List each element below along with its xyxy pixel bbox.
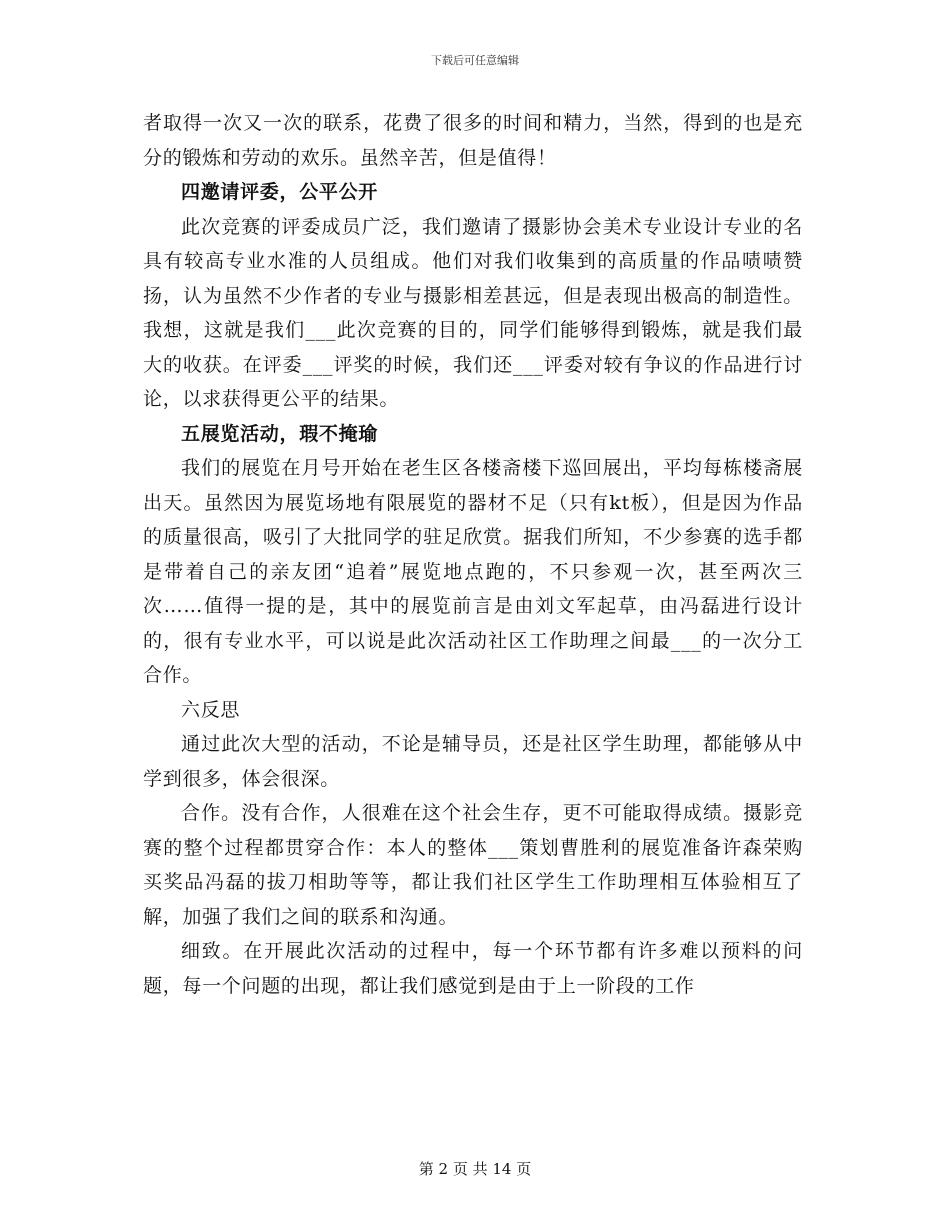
paragraph-judges: 此次竞赛的评委成员广泛，我们邀请了摄影协会美术专业设计专业的名具有较高专业水准的人员组成。他们对我们收集到的高质量的作品啧啧赞扬，认为虽然不少作者的专业与摄影相差甚远，但是表现出极高的制造性。我想，这就是我们___此次竞赛的目的，同学们能够得到锻炼，就是我们最大的收获。在评委___评奖的时候，我们还___评委对较有争议的作品进行讨论，以求获得更公平的结果。 <box>143 215 803 410</box>
paragraph-exhibition: 我们的展览在月号开始在老生区各楼斋楼下巡回展出，平均每栋楼斋展出天。虽然因为展览场地有限展览的器材不足（只有kt板），但是因为作品的质量很高，吸引了大批同学的驻足欣赏。据我们所知，不少参赛的选手都是带着自己的亲友团“追着”展览地点跑的，不只参观一次，甚至两次三次……值得一提的是，其中的展览前言是由刘文军起草，由冯磊进行设计的，很有专业水平，可以说是此次活动社区工作助理之间最___的一次分工合作。 <box>143 457 803 686</box>
page-number-footer: 第 2 页 共 14 页 <box>418 1160 532 1178</box>
paragraph-reflection-intro: 通过此次大型的活动，不论是辅导员，还是社区学生助理，都能够从中学到很多，体会很深。 <box>143 733 803 790</box>
paragraph-cooperation: 合作。没有合作，人很难在这个社会生存，更不可能取得成绩。摄影竞赛的整个过程都贯穿合作：本人的整体___策划曹胜利的展览准备许森荣购买奖品冯磊的拔刀相助等等，都让我们社区学生工作助理相互体验相互了解，加强了我们之间的联系和沟通。 <box>143 802 803 928</box>
section-heading-reflection: 六反思 <box>181 698 241 721</box>
section-heading-exhibition: 五展览活动，瑕不掩瑜 <box>181 422 379 445</box>
paragraph-continued: 者取得一次又一次的联系，花费了很多的时间和精力，当然，得到的也是充分的锻炼和劳动的欢乐。虽然辛苦，但是值得！ <box>143 112 803 169</box>
section-heading-invite-judges: 四邀请评委，公平公开 <box>181 181 379 203</box>
document-body <box>143 106 803 1003</box>
paragraph-detail: 细致。在开展此次活动的过程中，每一个环节都有许多难以预料的问题，每一个问题的出现，都让我们感觉到是由于上一阶段的工作 <box>143 940 803 997</box>
page-header: 下载后可任意编辑 <box>431 54 519 67</box>
